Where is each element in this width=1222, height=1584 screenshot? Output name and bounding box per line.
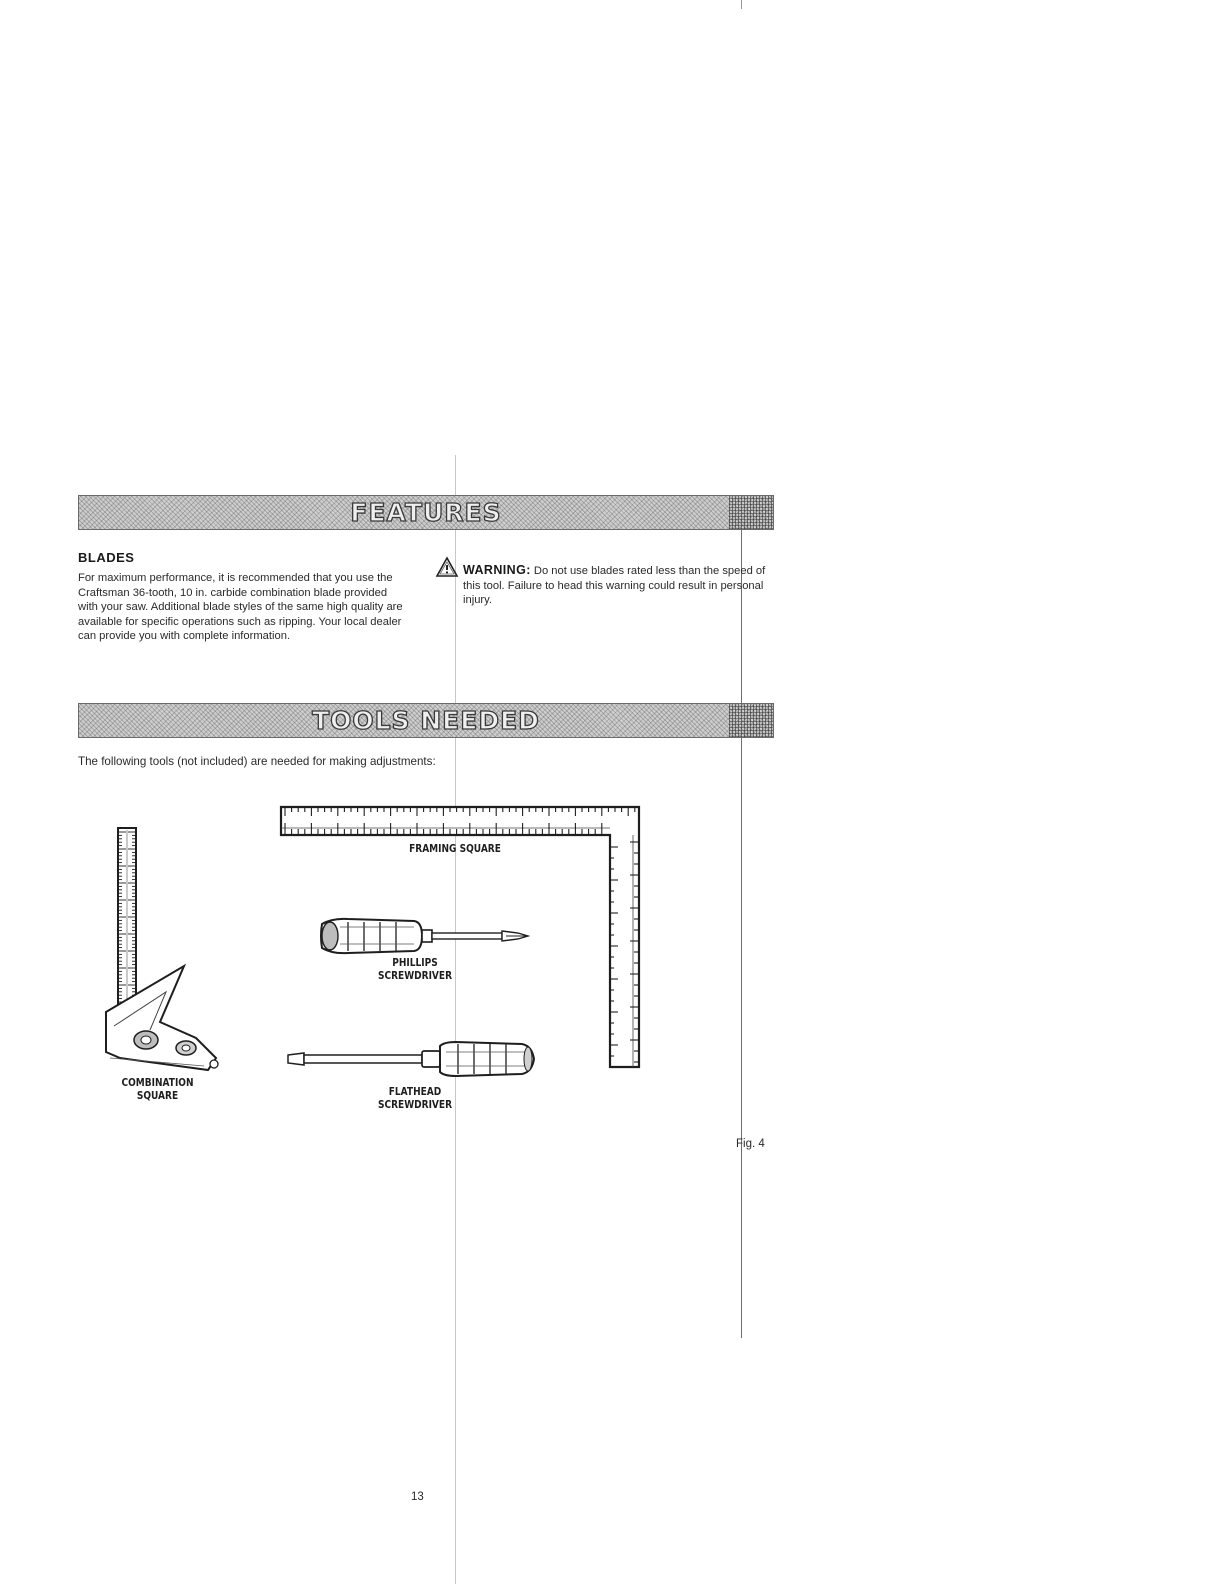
flathead-label-line2: SCREWDRIVER [377, 1098, 453, 1111]
framing-square-label: FRAMING SQUARE [409, 842, 501, 855]
page-number: 13 [411, 1491, 424, 1503]
combination-label-line1: COMBINATION [121, 1076, 194, 1089]
blades-heading: BLADES [78, 550, 135, 565]
phillips-label-line2: SCREWDRIVER [377, 969, 453, 982]
features-title: FEATURES [350, 498, 502, 527]
tools-needed-banner [78, 703, 774, 738]
flathead-screwdriver-illustration [286, 1041, 538, 1077]
scan-top-mark [741, 0, 742, 9]
features-banner [78, 495, 774, 530]
phillips-screwdriver-illustration [318, 914, 530, 958]
figure-label: Fig. 4 [736, 1138, 765, 1150]
phillips-label-line1: PHILLIPS [392, 956, 438, 969]
scan-edge-line [741, 510, 742, 1338]
warning-triangle-icon [436, 557, 458, 582]
flathead-screwdriver-label [366, 1085, 464, 1111]
warning-label: WARNING: [463, 563, 531, 577]
phillips-screwdriver-label [366, 956, 464, 982]
blades-paragraph: For maximum performance, it is recommended that you use the Craftsman 36-tooth, 10 in. carbide combination blade provided with your saw. Additional blade styles of the same high quality are available for specific operations such as ripping. Your local dealer can provide you with complete information. [78, 572, 403, 643]
combination-square-illustration [100, 826, 228, 1076]
combination-square-label [106, 1076, 209, 1102]
combination-label-line2: SQUARE [136, 1089, 179, 1102]
tools-intro: The following tools (not included) are needed for making adjustments: [78, 755, 436, 768]
flathead-label-line1: FLATHEAD [388, 1085, 442, 1098]
warning-body: Do not use blades rated less than the speed of this tool. Failure to head this warning could result in personal injury. [463, 565, 766, 607]
tools-needed-title: TOOLS NEEDED [312, 706, 540, 735]
warning-text [463, 563, 775, 608]
